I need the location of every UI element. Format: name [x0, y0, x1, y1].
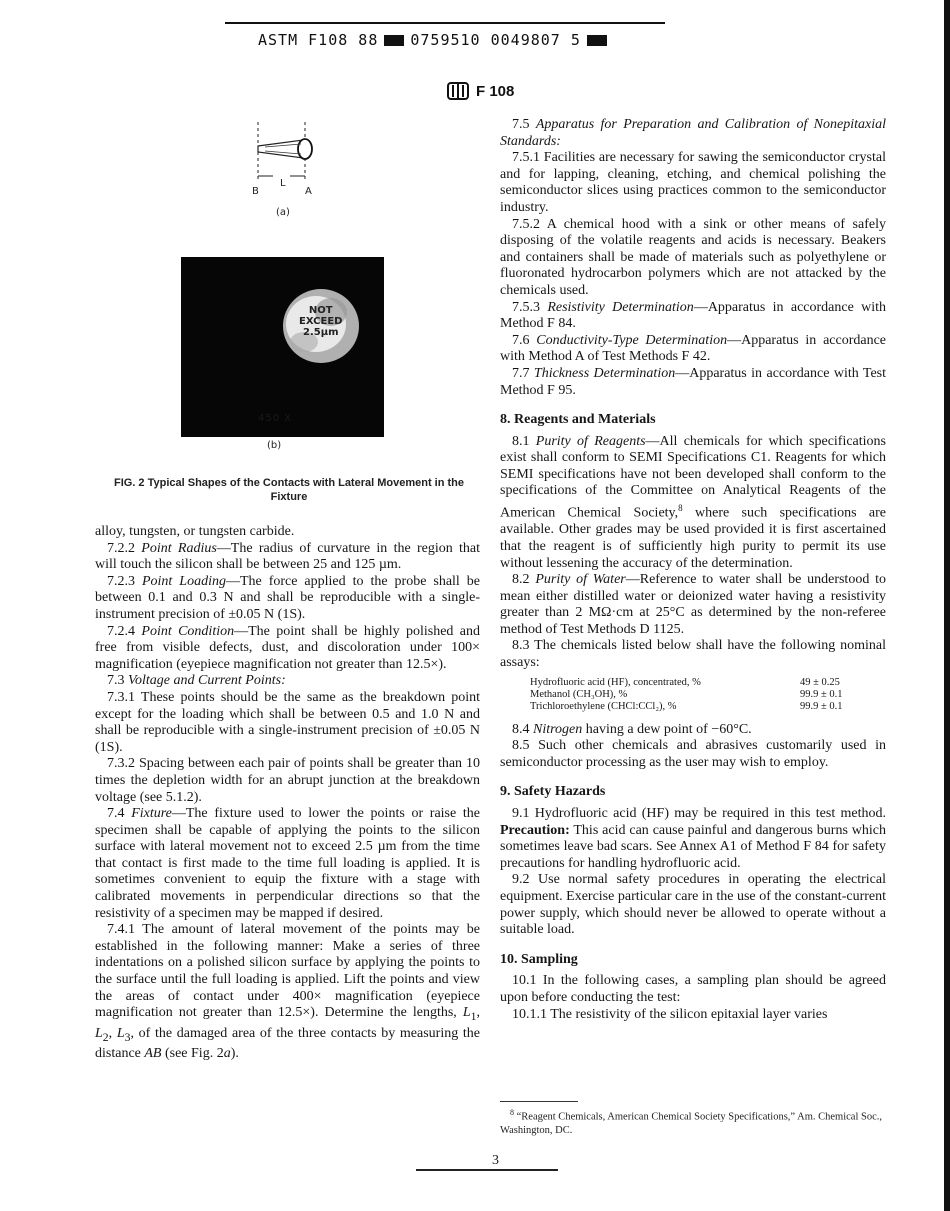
section-number: 8.2 [512, 572, 530, 588]
paragraph-7-5-2: 7.5.2 A chemical hood with a sink or other means of safely disposing of the volatile reagents and acids is necessary. Beakers and containers shall be made of materials such as polyethylene or fluoronated hydrocarbon polymers which are not attacked by the chemicals used. [500, 216, 886, 298]
part-a-label: (a) [276, 207, 290, 218]
figure-2 [95, 112, 490, 512]
section-text: —The radius of curvature in the region that will touch the silicon shall be between 25 and 125 µm. [95, 540, 481, 573]
paragraph-7-3-1: 7.3.1 These points should be the same as the breakdown point except for the loading which shall be between 0.5 and 1.0 N and shall be reproducible with a single-instrument precision of ±0.05 N (1S). [95, 689, 480, 755]
symbol: L [95, 1025, 103, 1041]
section-title: Thickness Determination [533, 365, 676, 381]
section-number: 7.5 [512, 117, 530, 132]
section-text: —Reference to water shall be understood to mean either distilled water or deionized water having a resistivity greater than 2 MΩ·cm at 25°C as determined by the non-referee method of Test Methods D 1125. [500, 572, 887, 637]
bottom-rule [416, 1169, 558, 1171]
section-number: 7.2.3 [107, 573, 135, 589]
assay-name: Hydrofluoric acid (HF), concentrated, % [530, 676, 701, 688]
page-number: 3 [492, 1153, 499, 1168]
redaction-block [384, 35, 404, 46]
paragraph-8-5: 8.5 Such other chemicals and abrasives customarily used in semiconductor processing as the user may wish to employ. [500, 738, 886, 770]
header-rule [225, 22, 665, 24]
section-text: , of the damaged area of the three contacts by measuring the distance [95, 1025, 481, 1061]
section-title: Resistivity Determination [547, 299, 694, 315]
section-title: Nitrogen [533, 721, 583, 737]
paragraph-7-2-3 [95, 574, 480, 624]
section-title: Fixture [131, 806, 172, 822]
designation-header [446, 80, 514, 102]
paragraph-7-5-1: 7.5.1 Facilities are necessary for sawing the semiconductor crystal and for lapping, cleaning, etching, and chemical polishing the semiconductor slices using practices common to the semiconductor industry. [500, 150, 886, 215]
label-b: B [252, 186, 259, 197]
footnote-rule [500, 1101, 578, 1102]
section-text: 9.1 Hydrofluoric acid (HF) may be required in this test method. [512, 806, 886, 822]
section-text: —All chemicals for which specifications exist shall conform to SEMI Specifications C1. Reagents for which SEMI specifications have not been developed shall conform to the specifications of the Committee on Analytical Reagents of the American Chemical Society, [500, 433, 887, 521]
scan-edge-bar [944, 0, 950, 1211]
paragraph-7-4-1 [95, 922, 480, 1062]
paragraph-7-2-2 [95, 541, 480, 574]
section-number: 7.7 [512, 365, 530, 381]
redaction-block [587, 35, 607, 46]
section-number: 7.5.3 [512, 299, 540, 315]
section-title: Point Condition [141, 623, 235, 639]
symbol: AB [144, 1046, 162, 1061]
part-b-label: (b) [267, 440, 282, 451]
section-number: 7.4 [107, 806, 125, 822]
footnote-text: “Reagent Chemicals, American Chemical Society Specifications,” Am. Chemical Soc., Washington, DC. [500, 1111, 882, 1136]
paragraph-7-5-3 [500, 300, 886, 333]
table-row [530, 689, 870, 701]
section-number: 8.4 [512, 721, 530, 737]
footnote [500, 1106, 888, 1137]
section-text: having a dew point of −60°C. [582, 721, 752, 737]
figure-caption: FIG. 2 Typical Shapes of the Contacts with Lateral Movement in the Fixture [113, 477, 465, 503]
section-heading-9: 9. Safety Hazards [500, 784, 606, 800]
section-text: —Apparatus in accordance with Method A of Test Methods F 42. [500, 332, 887, 365]
paragraph-8-4 [500, 722, 886, 739]
section-text: —The force applied to the probe shall be between 0.1 and 0.3 N and shall be reproducible with a single-instrument precision of ±0.05 N (1S). [95, 573, 481, 622]
subscript: 3 [124, 1030, 131, 1044]
label-l: L [280, 178, 286, 189]
label-a: A [305, 186, 312, 197]
paragraph-7-4 [95, 806, 480, 922]
table-row [530, 677, 870, 689]
symbol: L [116, 1025, 125, 1041]
section-text: where such specifications are available. Other grades may be used provided it is first ascertained that the reagent is of sufficiently high purity to permit its use without lessening the accuracy of the determination. [500, 505, 886, 571]
section-title: Conductivity-Type Determination [536, 332, 728, 348]
section-text: —The point shall be highly polished and free from visible defects, dust, and discoloration under 100× magnification (eyepiece magnification not greater than 12.5×). [95, 623, 481, 672]
subscript: 2 [102, 1030, 109, 1044]
section-title: Point Radius [141, 540, 217, 556]
assay-name: Methanol (CH₃OH), % [530, 688, 628, 700]
assay-value: 99.9 ± 0.1 [800, 688, 843, 700]
paragraph-7-3 [95, 673, 480, 690]
astm-logo-icon [446, 81, 470, 101]
table-row [530, 701, 870, 713]
paragraph-8-3: 8.3 The chemicals listed below shall have the following nominal assays: [500, 638, 886, 671]
standard-code-right: 0759510 0049807 5 [410, 31, 581, 49]
photo-text-line2: EXCEED [299, 316, 343, 327]
subscript: 1 [470, 1010, 477, 1024]
logo-designation: F 108 [476, 82, 515, 100]
section-number: 7.6 [512, 332, 530, 348]
paragraph-9-2: 9.2 Use normal safety procedures in operating the electrical equipment. Exercise particular care in the use of the constant-current power supply, which should never be allowed to operate without a suitable load. [500, 872, 886, 938]
section-title: Voltage and Current Points: [128, 673, 286, 689]
footnote-ref: 8 [678, 503, 683, 514]
section-number: 7.3 [107, 673, 125, 689]
section-title: Purity of Reagents [535, 433, 646, 449]
section-text: (see Fig. 2 [161, 1046, 224, 1061]
magnification-label: 450 X [258, 413, 293, 424]
precaution-label: Precaution: [500, 822, 570, 838]
paragraph-10-1: 10.1 In the following cases, a sampling plan should be agreed upon before conducting the test: [500, 973, 886, 1005]
paragraph-10-1-1: 10.1.1 The resistivity of the silicon epitaxial layer varies [512, 1006, 828, 1022]
header-code [258, 30, 678, 50]
footnote-marker: 8 [510, 1108, 514, 1117]
paragraph-9-1 [500, 806, 886, 872]
section-heading-10: 10. Sampling [500, 951, 578, 967]
assay-name: Trichloroethylene (CHCl:CCl₂), % [530, 700, 677, 712]
assay-value: 49 ± 0.25 [800, 676, 840, 688]
right-column [500, 117, 886, 1023]
section-heading-8: 8. Reagents and Materials [500, 412, 656, 428]
symbol: L [462, 1005, 471, 1021]
section-text: —Apparatus in accordance with Test Method F 95. [500, 365, 887, 398]
section-title: Point Loading [141, 573, 226, 589]
section-title: Apparatus for Preparation and Calibration of Nonepitaxial Standards: [500, 117, 887, 149]
symbol: a [223, 1046, 231, 1061]
photo-text-line1: NOT [308, 305, 333, 316]
section-text: —Apparatus in accordance with Method F 84. [500, 299, 886, 332]
assay-table [530, 677, 870, 713]
section-number: 7.2.4 [107, 623, 135, 639]
section-text: This acid can cause painful and dangerous burns which sometimes leave bad scars. See Annex A1 of Method F 84 for safety precautions for handling hydrofluoric acid. [500, 822, 886, 871]
paragraph-7-6 [500, 333, 886, 366]
paragraph-8-2 [500, 572, 886, 638]
paragraph-7-2-4 [95, 624, 480, 674]
left-column [95, 524, 480, 1063]
section-text: 7.4.1 The amount of lateral movement of the points may be established in the following manner: Make a series of three indentations on a polished silicon surface by applying the points to the surface until the full loading is applied. Lift the points and view the areas of contact under 400× magnification (eyepiece magnification not greater than 12.5×). Determine the lengths, [95, 922, 480, 1021]
assay-value: 99.9 ± 0.1 [800, 700, 843, 712]
paragraph-8-1 [500, 434, 886, 572]
paragraph: alloy, tungsten, or tungsten carbide. [95, 524, 295, 539]
paragraph-7-3-2: 7.3.2 Spacing between each pair of points shall be greater than 10 times the depletion width for an abrupt junction at the breakdown voltage (see 5.1.2). [95, 756, 480, 805]
standard-code-left: ASTM F108 88 [258, 31, 379, 49]
separator: , [476, 1005, 480, 1021]
section-number: 7.2.2 [107, 540, 135, 556]
paragraph-7-5 [500, 117, 886, 150]
section-number: 8.1 [512, 433, 530, 449]
section-title: Purity of Water [535, 572, 626, 588]
section-text: —The fixture used to lower the points or raise the specimen shall be capable of applying the points to the silicon surface with lateral movement not to exceed 2.5 µm from the time that contact is first made to the time full loading is applied. It is sometimes convenient to equip the fixture with a stage with calibrated movements in perpendicular directions so that the resistivity of a specimen may be mapped if desired. [95, 806, 480, 921]
micrograph-photo [181, 257, 384, 437]
section-text: ). [230, 1046, 239, 1061]
photo-text-line3: 2.5µm [303, 327, 339, 338]
photo-annotation [299, 305, 343, 338]
separator: , [108, 1025, 117, 1041]
paragraph-7-7 [500, 366, 886, 399]
